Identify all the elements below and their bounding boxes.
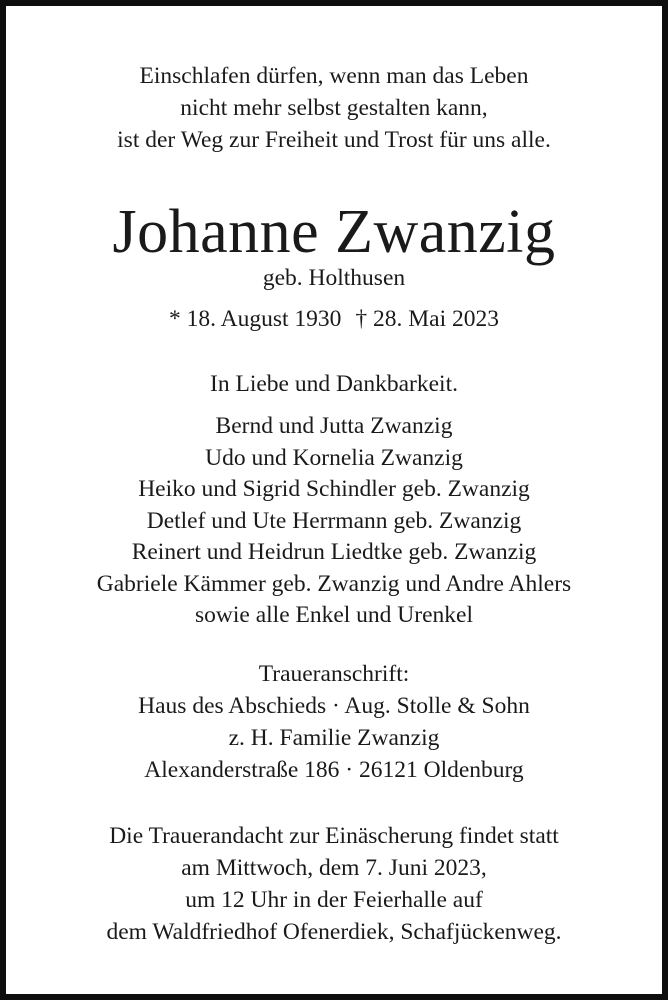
service-line: am Mittwoch, dem 7. Juni 2023, (181, 855, 487, 881)
service-line: Die Trauerandacht zur Einäscherung findet statt (109, 823, 559, 849)
address-line: z. H. Familie Zwanzig (228, 725, 440, 751)
service-line: dem Waldfriedhof Ofenerdiek, Schafjückenweg. (106, 919, 562, 945)
mourner-entry: Detlef und Ute Herrmann geb. Zwanzig (146, 507, 522, 534)
mourner-entry: Heiko und Sigrid Schindler geb. Zwanzig (138, 476, 530, 502)
address-line: Haus des Abschieds · Aug. Stolle & Sohn (138, 693, 530, 719)
service-details (6, 820, 662, 948)
mourner-entry: sowie alle Enkel und Urenkel (195, 602, 473, 628)
mourner-entry: Reinert und Heidrun Liedtke geb. Zwanzig (131, 539, 537, 565)
dedication-line: In Liebe und Dankbarkeit. (210, 371, 458, 397)
address-line: Alexanderstraße 186 · 26121 Oldenburg (144, 757, 524, 783)
motto-line: nicht mehr selbst gestalten kann, (180, 95, 488, 121)
deceased-name: Johanne Zwanzig (112, 198, 556, 266)
address-heading: Traueranschrift: (258, 661, 410, 687)
motto-verse (6, 60, 662, 156)
mourners-list (6, 411, 662, 632)
death-date: † 28. Mai 2023 (355, 306, 499, 332)
mourning-address (6, 658, 662, 786)
maiden-name: geb. Holthusen (262, 265, 406, 291)
motto-line: ist der Weg zur Freiheit und Trost für uns alle. (117, 127, 551, 153)
birth-date: * 18. August 1930 (169, 306, 342, 332)
service-line: um 12 Uhr in der Feierhalle auf (185, 887, 483, 913)
mourner-entry: Bernd und Jutta Zwanzig (215, 413, 453, 439)
mourner-entry: Gabriele Kämmer geb. Zwanzig und Andre Ahlers (96, 570, 572, 597)
mourner-entry: Udo und Kornelia Zwanzig (205, 444, 463, 471)
motto-line: Einschlafen dürfen, wenn man das Leben (139, 63, 529, 89)
life-dates (6, 303, 662, 335)
